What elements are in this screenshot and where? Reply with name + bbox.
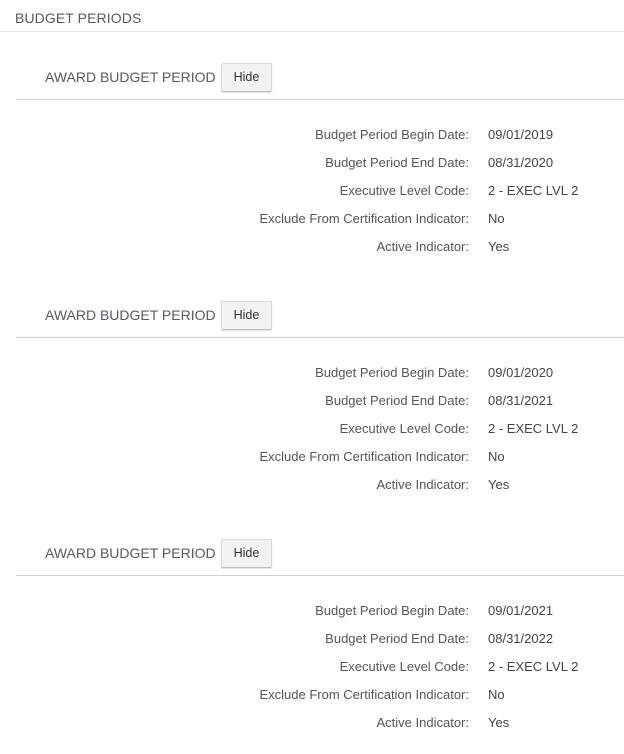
section-divider [16, 337, 624, 338]
hide-button[interactable]: Hide [221, 539, 273, 568]
field-row-end-date [0, 631, 624, 651]
field-label: Active Indicator: [376, 477, 469, 492]
field-row-exclude-certification [0, 211, 624, 231]
budget-period-section [0, 538, 624, 738]
field-row-begin-date [0, 127, 624, 147]
field-row-active-indicator [0, 715, 624, 735]
hide-button[interactable]: Hide [221, 63, 273, 92]
field-row-begin-date [0, 365, 624, 385]
budget-period-title: AWARD BUDGET PERIOD [45, 69, 216, 85]
field-label: Exclude From Certification Indicator: [259, 687, 469, 702]
budget-period-section [0, 62, 624, 262]
field-label: Budget Period Begin Date: [315, 127, 469, 142]
field-row-exclude-certification [0, 687, 624, 707]
field-row-end-date [0, 393, 624, 413]
field-label: Budget Period End Date: [325, 393, 469, 408]
field-label: Budget Period End Date: [325, 155, 469, 170]
field-row-executive-level [0, 659, 624, 679]
section-divider [16, 99, 624, 100]
field-value: 09/01/2019 [488, 127, 554, 142]
field-row-end-date [0, 155, 624, 175]
field-label: Budget Period Begin Date: [315, 603, 469, 618]
hide-button[interactable]: Hide [221, 301, 273, 330]
section-divider [16, 575, 624, 576]
field-value: 2 - EXEC LVL 2 [488, 659, 579, 674]
field-value: 09/01/2020 [488, 365, 554, 380]
field-label: Budget Period Begin Date: [315, 365, 469, 380]
field-value: 2 - EXEC LVL 2 [488, 183, 579, 198]
field-row-active-indicator [0, 239, 624, 259]
field-value: Yes [488, 239, 510, 254]
field-row-exclude-certification [0, 449, 624, 469]
field-label: Exclude From Certification Indicator: [259, 211, 469, 226]
field-value: 08/31/2021 [488, 393, 554, 408]
field-label: Executive Level Code: [339, 421, 469, 436]
field-label: Executive Level Code: [339, 183, 469, 198]
field-value: 08/31/2020 [488, 155, 554, 170]
field-row-active-indicator [0, 477, 624, 497]
field-label: Exclude From Certification Indicator: [259, 449, 469, 464]
budget-period-section [0, 300, 624, 500]
field-value: Yes [488, 715, 510, 730]
page-header: BUDGET PERIODS [15, 10, 142, 26]
field-value: No [488, 211, 505, 226]
field-value: No [488, 449, 505, 464]
budget-period-heading [45, 300, 272, 330]
field-row-executive-level [0, 421, 624, 441]
budget-period-title: AWARD BUDGET PERIOD [45, 307, 216, 323]
field-label: Executive Level Code: [339, 659, 469, 674]
field-label: Active Indicator: [376, 239, 469, 254]
field-value: Yes [488, 477, 510, 492]
budget-period-title: AWARD BUDGET PERIOD [45, 545, 216, 561]
page-header-divider [0, 31, 624, 32]
budget-period-heading [45, 62, 272, 92]
field-row-begin-date [0, 603, 624, 623]
field-row-executive-level [0, 183, 624, 203]
budget-period-heading [45, 538, 272, 568]
field-value: 2 - EXEC LVL 2 [488, 421, 579, 436]
field-value: No [488, 687, 505, 702]
field-value: 08/31/2022 [488, 631, 554, 646]
field-value: 09/01/2021 [488, 603, 554, 618]
field-label: Active Indicator: [376, 715, 469, 730]
field-label: Budget Period End Date: [325, 631, 469, 646]
